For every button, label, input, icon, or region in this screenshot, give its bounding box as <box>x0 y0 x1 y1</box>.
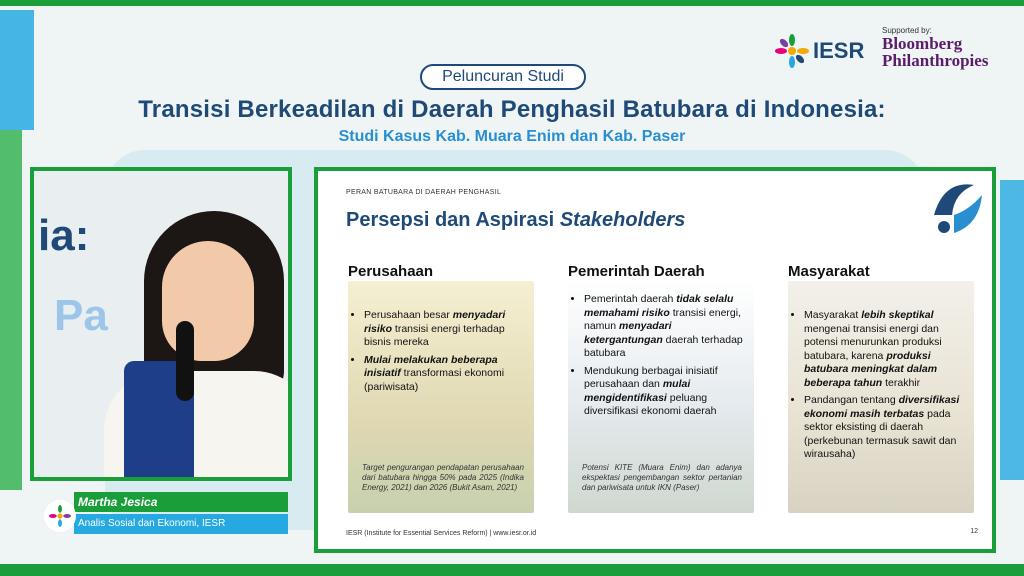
list-item: • Masyarakat lebih skeptikal mengenai transisi energi dan potensi menurunkan produksi batubara, karena produksi batubara meningkat dalam beberapa tahun terakhir <box>804 309 968 390</box>
slide-footer: IESR (Institute for Essential Services Reform) | www.iesr.or.id <box>346 530 537 537</box>
list-item: • Pandangan tentang diversifikasi ekonomi masih terbatas pada sektor eksisting di daerah (perkebunan termasuk sawit dan wirausaha) <box>804 394 968 462</box>
slide-corner-logo-icon <box>924 175 988 239</box>
iesr-badge-icon <box>44 500 76 532</box>
iesr-logo <box>775 34 864 68</box>
column-perusahaan <box>348 263 538 492</box>
list-item: • Perusahaan besar menyadari risiko transisi energi terhadap bisnis mereka <box>364 309 528 350</box>
speaker-name-card <box>30 492 288 540</box>
column-caption: Potensi KITE (Muara Enim) dan adanya ekspektasi pengembangan sektor pertanian dan pariwisata untuk IKN (Paser) <box>582 463 742 492</box>
bloomberg-logo <box>882 26 988 69</box>
column-caption: Target pengurangan pendapatan perusahaan dari batubara hingga 50% pada 2025 (Indika Energy, 2021) dan 2026 (Bukit Asam, 2021) <box>362 463 524 492</box>
backdrop-graphic-2: Pa <box>54 291 108 340</box>
slide-kicker: PERAN BATUBARA DI DAERAH PENGHASIL <box>346 189 502 196</box>
column-title: Perusahaan <box>348 263 434 280</box>
list-item: • Mendukung berbagai inisiatif perusahaan dan mulai mengidentifikasi peluang diversifikasi ekonomi daerah <box>584 365 746 419</box>
decor-right-bar <box>1000 180 1024 480</box>
column-masyarakat <box>788 263 978 460</box>
microphone <box>176 321 194 401</box>
iesr-logo-text: IESR <box>813 38 865 63</box>
column-text <box>348 309 528 398</box>
top-stripe <box>0 0 1024 6</box>
iesr-flower-icon <box>775 34 809 68</box>
speaker-role: Analis Sosial dan Ekonomi, IESR <box>74 514 288 534</box>
column-text <box>788 309 968 466</box>
event-subtitle: Studi Kasus Kab. Muara Enim dan Kab. Paser <box>338 128 686 145</box>
speaker-name: Martha Jesica <box>74 492 288 512</box>
bottom-stripe <box>0 564 1024 576</box>
supported-by-label: Supported by: <box>882 26 932 35</box>
event-title: Transisi Berkeadilan di Daerah Penghasil Batubara di Indonesia: <box>138 96 886 123</box>
list-item: • Pemerintah daerah tidak selalu memahami risiko transisi energi, namun menyadari ketergantungan daerah terhadap batubara <box>584 293 746 361</box>
bloomberg-line2: Philanthropies <box>882 51 989 70</box>
slide-page-number: 12 <box>970 528 978 535</box>
column-pemerintah-daerah <box>568 263 754 492</box>
column-title: Masyarakat <box>788 263 870 280</box>
backdrop-graphic: ia: <box>38 211 90 260</box>
event-type-pill: Peluncuran Studi <box>420 64 586 90</box>
column-text <box>568 293 746 423</box>
speaker-video-feed <box>30 167 292 481</box>
bloomberg-line1: Bloomberg <box>882 34 963 53</box>
presentation-slide <box>314 167 996 553</box>
list-item: • Mulai melakukan beberapa inisiatif transformasi ekonomi (pariwisata) <box>364 354 528 395</box>
decor-left-bar <box>0 130 22 490</box>
column-title: Pemerintah Daerah <box>568 263 705 280</box>
slide-heading: Persepsi dan Aspirasi Stakeholders <box>346 209 686 231</box>
